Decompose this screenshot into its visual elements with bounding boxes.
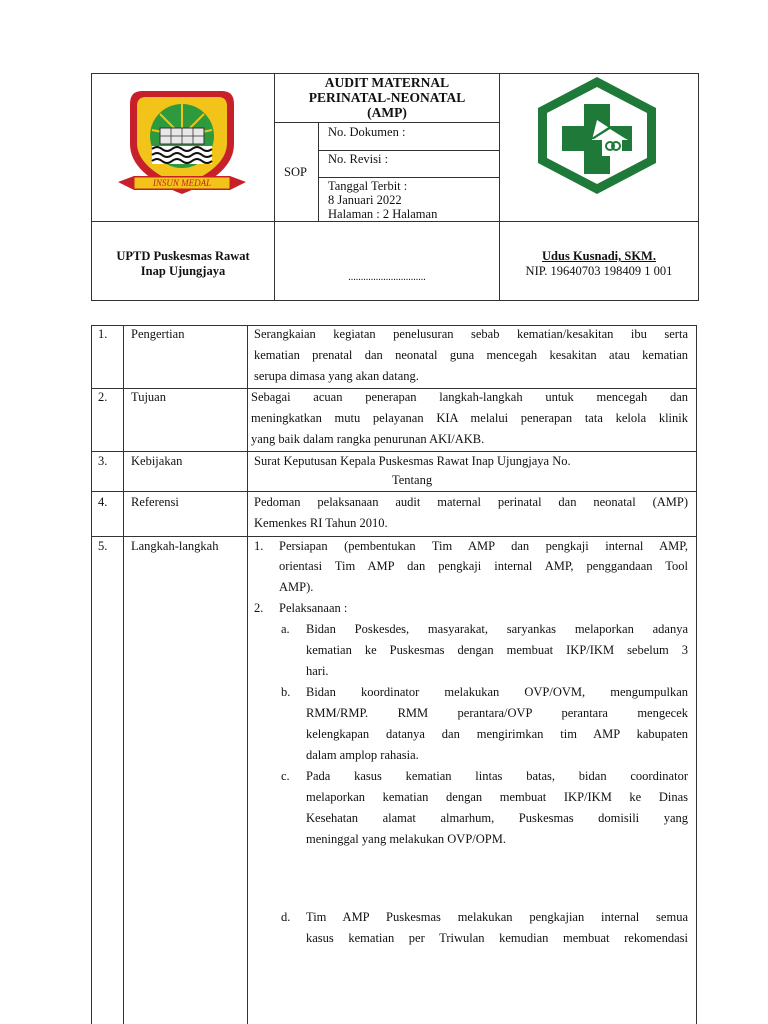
signer-name: Udus Kusnadi, SKM.	[542, 249, 656, 263]
step-1-line-3: AMP).	[279, 580, 314, 594]
substep-b-letter: b.	[281, 685, 291, 699]
step-2-number: 2.	[254, 601, 264, 615]
substep-c-line-1: Pada kasus kematian lintas batas, bidan coordinator	[306, 769, 688, 783]
substep-c-line-3: Kesehatan alamat almarhum, Puskesmas domisili yang	[306, 811, 688, 825]
logo-banner-text: INSUN MEDAL	[152, 178, 212, 188]
row-5-number: 5.	[98, 539, 108, 553]
tanggal-terbit: Tanggal Terbit :	[328, 179, 408, 193]
substep-b-line-4: dalam amplop rahasia.	[306, 748, 419, 762]
substep-b-line-2: RMM/RMP. RMM perantara/OVP perantara mengecek	[306, 706, 688, 720]
row-4-line-1: Pedoman pelaksanaan audit maternal perinatal dan neonatal (AMP)	[254, 495, 688, 509]
row-1-number: 1.	[98, 327, 108, 341]
row-3-number: 3.	[98, 454, 108, 468]
substep-b-line-1: Bidan koordinator melakukan OVP/OVM, mengumpulkan	[306, 685, 688, 699]
row-3-line-1: Surat Keputusan Kepala Puskesmas Rawat Inap Ujungjaya No.	[254, 454, 571, 468]
substep-a-line-2: kematian ke Puskesmas dengan membuat IKP/IKM sebelum 3	[306, 643, 688, 657]
row-4-line-2: Kemenkes RI Tahun 2010.	[254, 516, 388, 530]
substep-a-line-1: Bidan Poskesdes, masyarakat, saryankas melaporkan adanya	[306, 622, 688, 636]
row-1-line-2: kematian prenatal dan neonatal guna mencegah kesakitan atau kematian	[254, 348, 688, 362]
substep-b-line-3: kelengkapan datanya dan mengirimkan tim AMP kabupaten	[306, 727, 688, 741]
step-2-line-1: Pelaksanaan :	[279, 601, 348, 615]
puskesmas-logo	[530, 74, 664, 197]
row-4-number: 4.	[98, 495, 108, 509]
row-2-label: Tujuan	[131, 390, 166, 404]
substep-c-line-2: melaporkan kematian dengan membuat IKP/IKM ke Dinas	[306, 790, 688, 804]
row-3-line-2: Tentang	[392, 473, 433, 487]
row-2-number: 2.	[98, 390, 108, 404]
document-title-line-3: (AMP)	[367, 105, 407, 120]
substep-a-line-3: hari.	[306, 664, 329, 678]
substep-c-letter: c.	[281, 769, 290, 783]
row-1-line-1: Serangkaian kegiatan penelusuran sebab kematian/kesakitan ibu serta	[254, 327, 688, 341]
row-1-line-3: serupa dimasa yang akan datang.	[254, 369, 419, 383]
row-5-label: Langkah-langkah	[131, 539, 219, 553]
document-title-line-1: AUDIT MATERNAL	[324, 75, 450, 90]
signature-placeholder: ...............................	[348, 272, 426, 283]
substep-d-letter: d.	[281, 910, 291, 924]
sop-label: SOP	[284, 165, 307, 179]
row-2-line-3: yang baik dalam rangka penurunan AKI/AKB.	[251, 432, 485, 446]
org-name-line-1: UPTD Puskesmas Rawat	[116, 249, 250, 263]
document-title-line-2: PERINATAL-NEONATAL	[308, 90, 466, 105]
substep-d-line-1: Tim AMP Puskesmas melakukan pengkajian internal semua	[306, 910, 688, 924]
step-1-number: 1.	[254, 539, 264, 553]
row-2-line-2: meningkatkan mutu pelayanan KIA melalui penerapan tata kelola klinik	[251, 411, 688, 425]
step-1-line-2: orientasi Tim AMP dan pengkaji internal AMP, penggandaan Tool	[279, 559, 688, 573]
signer-nip: NIP. 19640703 198409 1 001	[525, 264, 673, 278]
halaman: Halaman : 2 Halaman	[328, 207, 438, 221]
row-3-label: Kebijakan	[131, 454, 183, 468]
step-1-line-1: Persiapan (pembentukan Tim AMP dan pengkaji internal AMP,	[279, 539, 688, 553]
row-1-label: Pengertian	[131, 327, 185, 341]
row-2-line-1: Sebagai acuan penerapan langkah-langkah untuk mencegah dan	[251, 390, 688, 404]
regency-logo	[112, 86, 252, 204]
tanggal-value: 8 Januari 2022	[328, 193, 402, 207]
substep-a-letter: a.	[281, 622, 290, 636]
no-revisi: No. Revisi :	[328, 152, 389, 166]
substep-c-line-4: meninggal yang melakukan OVP/OPM.	[306, 832, 506, 846]
no-dokumen: No. Dokumen :	[328, 125, 406, 139]
org-name-line-2: Inap Ujungjaya	[140, 264, 226, 278]
substep-d-line-2: kasus kematian per Triwulan kemudian membuat rekomendasi	[306, 931, 688, 945]
row-4-label: Referensi	[131, 495, 179, 509]
